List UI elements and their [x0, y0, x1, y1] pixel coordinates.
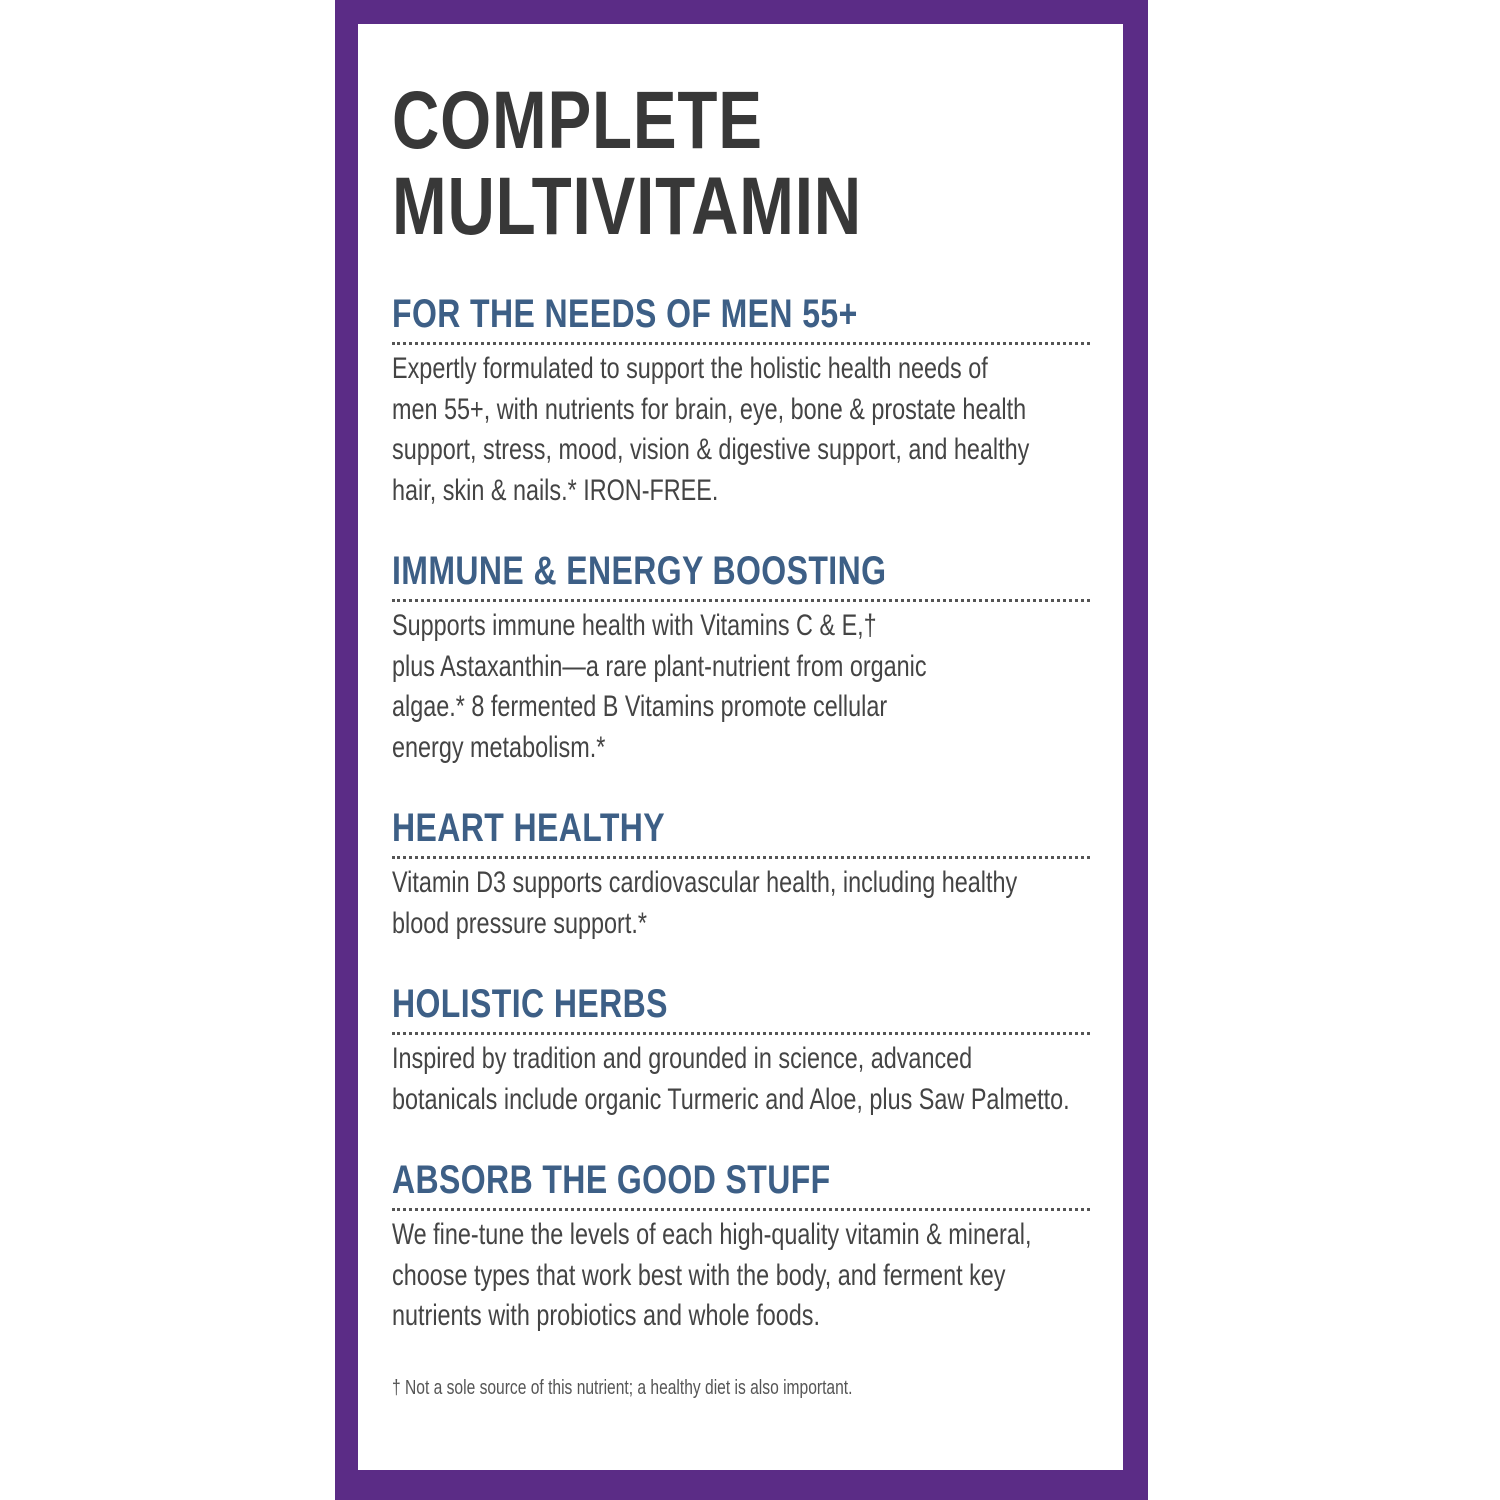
dotted-divider	[392, 1208, 1090, 1211]
section-heading: ABSORB THE GOOD STUFF	[392, 1158, 831, 1202]
body-line: plus Astaxanthin—a rare plant-nutrient from organic	[392, 649, 927, 683]
section-body	[392, 1039, 1070, 1120]
section-body	[392, 1215, 1032, 1337]
section-body	[392, 606, 938, 768]
body-line: hair, skin & nails.* IRON-FREE.	[392, 473, 719, 507]
title-line-1: COMPLETE	[392, 75, 763, 166]
section-immune-energy	[392, 549, 1092, 768]
body-line: support, stress, mood, vision & digestive support, and healthy	[392, 433, 1030, 466]
body-line: botanicals include organic Turmeric and Aloe, plus Saw Palmetto.	[392, 1082, 1070, 1116]
section-heading: HEART HEALTHY	[392, 806, 666, 850]
body-line: Supports immune health with Vitamins C & E,†	[392, 609, 877, 642]
body-line: Vitamin D3 supports cardiovascular health, including healthy	[392, 866, 1018, 899]
body-line: We fine-tune the levels of each high-quality vitamin & mineral,	[392, 1218, 1032, 1251]
section-heading: IMMUNE & ENERGY BOOSTING	[392, 549, 887, 593]
section-heart-healthy	[392, 806, 1092, 944]
footnote: † Not a sole source of this nutrient; a healthy diet is also important.	[392, 1377, 853, 1399]
body-line: Expertly formulated to support the holistic health needs of	[392, 352, 988, 385]
section-absorb-good-stuff	[392, 1158, 1092, 1337]
section-body	[392, 863, 1018, 944]
dotted-divider	[392, 342, 1090, 345]
section-holistic-herbs	[392, 982, 1092, 1120]
body-line: Inspired by tradition and grounded in science, advanced	[392, 1042, 973, 1075]
section-body	[392, 349, 1030, 511]
body-line: algae.* 8 fermented B Vitamins promote cellular	[392, 690, 888, 723]
dotted-divider	[392, 1032, 1090, 1035]
title-line-2: MULTIVITAMIN	[392, 161, 862, 252]
section-heading: FOR THE NEEDS OF MEN 55+	[392, 292, 858, 336]
body-line: choose types that work best with the body, and ferment key	[392, 1258, 1006, 1292]
section-heading: HOLISTIC HERBS	[392, 982, 668, 1026]
dotted-divider	[392, 856, 1090, 859]
body-line: men 55+, with nutrients for brain, eye, bone & prostate health	[392, 392, 1027, 426]
body-line: energy metabolism.*	[392, 730, 606, 764]
section-men-55	[392, 292, 1092, 511]
dotted-divider	[392, 599, 1090, 602]
body-line: blood pressure support.*	[392, 906, 647, 940]
product-title	[392, 75, 862, 252]
body-line: nutrients with probiotics and whole foods.	[392, 1299, 820, 1332]
